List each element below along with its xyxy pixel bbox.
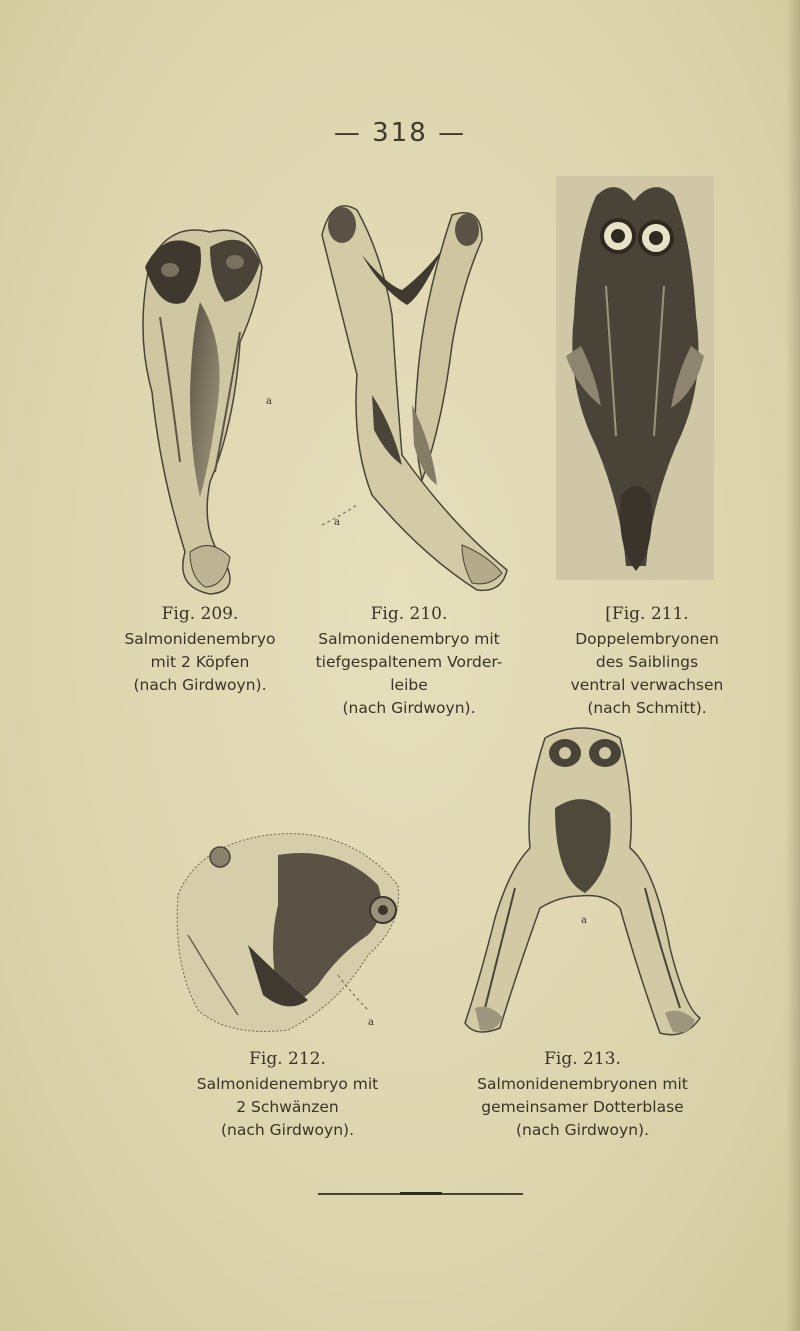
fig-213-caption-line: gemeinsamer Dotterblase — [481, 1098, 684, 1116]
fig-210-caption-line: (nach Girdwoyn). — [342, 699, 476, 717]
fig-212-caption-line: 2 Schwänzen — [236, 1098, 339, 1116]
fig-209-caption-line: (nach Girdwoyn). — [133, 676, 267, 694]
fig-209-illustration — [130, 222, 275, 597]
fig-210-caption — [300, 603, 518, 720]
fig-209-caption-line: Salmonidenembryo — [124, 630, 276, 648]
fig-211-caption-line: Doppelembryonen — [575, 630, 719, 648]
fig-213-caption-line: (nach Girdwoyn). — [515, 1121, 650, 1139]
fig-212-caption-line: Salmonidenembryo mit — [196, 1075, 379, 1093]
fig-212-illustration — [168, 825, 408, 1040]
fig-210-illustration — [312, 195, 512, 595]
fig-212-caption — [165, 1048, 410, 1142]
fig-211-number: [Fig. 211. — [605, 604, 689, 624]
fig-209-caption — [105, 603, 295, 697]
fig-213-caption — [445, 1048, 720, 1142]
fig-211-caption-line: des Saiblings — [595, 653, 699, 671]
fig-209-number: Fig. 209. — [161, 604, 239, 624]
fig-213-illustration — [455, 718, 710, 1040]
fig-211-caption-line: (nach Schmitt). — [587, 699, 707, 717]
fig-211-photograph — [556, 176, 714, 580]
fig-210-caption-line: leibe — [390, 676, 428, 694]
page-number: — 318 — — [333, 118, 467, 148]
fig-210-caption-line: Salmonidenembryo mit — [318, 630, 500, 648]
fig-213-caption-line: Salmonidenembryonen mit — [477, 1075, 688, 1093]
fig-212-label-a: a — [368, 1017, 374, 1028]
fig-213-label-a: a — [581, 915, 587, 926]
fig-212-number: Fig. 212. — [249, 1049, 326, 1069]
section-divider-accent — [400, 1192, 442, 1195]
fig-211-caption-line: ventral verwachsen — [570, 676, 724, 694]
fig-209-label-a: a — [266, 396, 272, 407]
fig-213-number: Fig. 213. — [544, 1049, 621, 1069]
page-edge-shadow — [786, 0, 800, 1331]
fig-210-label-a: a — [334, 517, 340, 528]
fig-211-caption — [548, 603, 746, 720]
fig-212-caption-line: (nach Girdwoyn). — [220, 1121, 355, 1139]
fig-210-caption-line: tiefgespaltenem Vorder- — [315, 653, 503, 671]
fig-209-caption-line: mit 2 Köpfen — [150, 653, 250, 671]
fig-210-number: Fig. 210. — [370, 604, 448, 624]
